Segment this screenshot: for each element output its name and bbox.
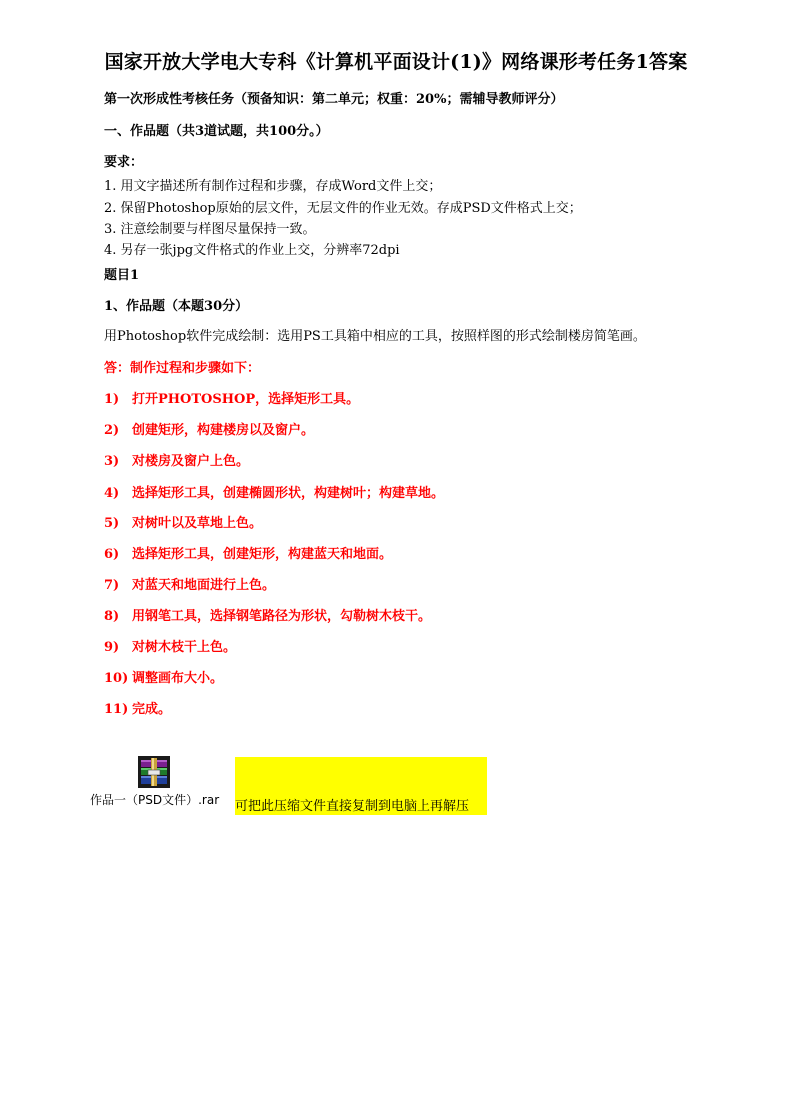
question-text: 用Photoshop软件完成绘制：选用PS工具箱中相应的工具，按照样图的形式绘制楼房简笔画。	[104, 329, 646, 344]
step-text: 选择矩形工具，创建椭圆形状，构建树叶；构建草地。	[132, 486, 445, 501]
answer-step	[104, 605, 431, 624]
step-number: 9)	[104, 640, 120, 655]
step-number: 1)	[104, 392, 120, 407]
step-text: 对树木枝干上色。	[132, 640, 237, 655]
step-number: 6)	[104, 547, 120, 562]
answer-step	[104, 543, 392, 562]
question-label: 题目1	[104, 268, 140, 283]
step-text: 创建矩形，构建楼房以及窗户。	[132, 423, 315, 438]
step-number: 7)	[104, 578, 120, 593]
requirement-item: 1. 用文字描述所有制作过程和步骤，存成Word文件上交；	[104, 179, 442, 194]
question-title: 1、作品题（本题30分）	[104, 299, 249, 314]
requirement-item: 4. 另存一张jpg文件格式的作业上交，分辨率72dpi	[104, 243, 400, 258]
note-text: 可把此压缩文件直接复制到电脑上再解压	[235, 799, 470, 814]
answer-step	[104, 574, 275, 593]
answer-step	[104, 450, 249, 469]
answer-step	[104, 482, 444, 501]
step-number: 11)	[104, 702, 129, 717]
step-number: 4)	[104, 486, 120, 501]
answer-step	[104, 636, 236, 655]
answer-step	[104, 419, 314, 438]
answer-step	[104, 388, 359, 407]
step-text: 对蓝天和地面进行上色。	[132, 578, 276, 593]
answer-step	[104, 698, 171, 717]
requirement-item: 2. 保留Photoshop原始的层文件，无层文件的作业无效。存成PSD文件格式上交；	[104, 201, 582, 216]
step-text: 对楼房及窗户上色。	[132, 454, 250, 469]
step-text: 选择矩形工具，创建矩形，构建蓝天和地面。	[132, 547, 393, 562]
step-number: 8)	[104, 609, 120, 624]
step-text: 完成。	[132, 702, 172, 717]
step-text: 用钢笔工具，选择钢笔路径为形状，勾勒树木枝干。	[132, 609, 432, 624]
step-text: 对树叶以及草地上色。	[132, 516, 263, 531]
assessment-subtitle: 第一次形成性考核任务（预备知识：第二单元；权重：20%；需辅导教师评分）	[104, 92, 564, 107]
section-heading: 一、作品题（共3道试题，共100分。）	[104, 124, 329, 139]
winrar-archive-icon	[138, 756, 170, 788]
attachment-object[interactable]	[90, 754, 220, 814]
document-title: 国家开放大学电大专科《计算机平面设计(1)》网络课形考任务1答案	[104, 51, 688, 73]
requirement-item: 3. 注意绘制要与样图尽量保持一致。	[104, 222, 316, 237]
answer-heading: 答：制作过程和步骤如下：	[104, 361, 261, 376]
requirements-heading: 要求：	[104, 155, 144, 170]
answer-step	[104, 512, 262, 531]
answer-step	[104, 667, 223, 686]
step-text: 打开PHOTOSHOP，选择矩形工具。	[132, 392, 360, 407]
attachment-filename: 作品一（PSD文件）.rar	[90, 793, 220, 807]
step-number: 3)	[104, 454, 120, 469]
step-number: 2)	[104, 423, 120, 438]
step-number: 5)	[104, 516, 120, 531]
highlighted-note	[235, 757, 487, 815]
step-text: 调整画布大小。	[132, 671, 224, 686]
step-number: 10)	[104, 671, 129, 686]
